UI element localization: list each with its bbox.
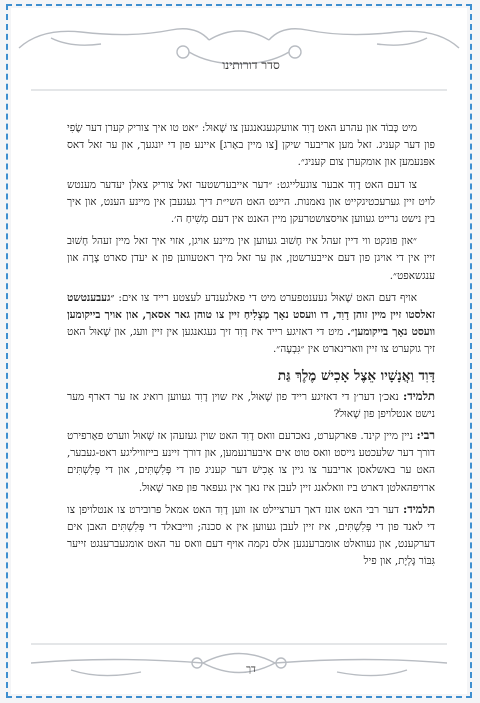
speaker-label: רבי: [416,428,435,443]
book-page [11,8,467,694]
page-body [67,120,435,575]
blessing-quote: ״געבענטשט זאלסטו זיין מיין זוהן דָוִד, דו וועסט נאָך מַצְלִיחַ זיין צו טוהן גאר אסאך, און אויך בייקומען וועסט נאָך בייקומען״. [67,291,435,339]
dialogue-text: ניין מיין קינד. פּארקערט, נאכדעם וואס דָוִד האט שוין געזעהן אז שָׁאוּל ווערט פאַרפירט דורך דער שלעכטע גייסט וואס טוט אים איבערנעמען, און דורך זיינע בייזוויליגע ראט-געבער, האט ער באשלאסן אריבער צו גיין צו אָכִישׁ דער קעניג פון די פְּלִשְׁתִּים, און די פְּלִשְׁתִּים ארויפהאלטן דארט ביז וואלאנג זיין לעבן איז נאך אין געפאר פון פאר שָׁאוּל. [67,430,435,494]
speaker-label: תלמיד: [402,388,435,403]
paragraph: צו דעם האט דָוִד אבער צוגעלייגט: ״דער אייבערשטער זאל צוריק צאלן יעדער מענטש לויט זיין גערעכטיגקייט און נאמנות. היינט האט השי״ת דיך געגעבן אין מיינע הענט, און איך בין נישט גרייט געווען אויסצושטרעקן מיין האנט אין דעם מְשִׁיחַ ה׳. [67,178,435,226]
paragraph-tail: מיט די דאזיגע רייד איז דָוִד זיך געגאנגען אין זיין וועג, און שָׁאוּל האט זיך גוקערט צו זיין ווארינארט אין ״גִּבְעָה״. [67,326,435,356]
page-number: דך [246,664,256,675]
dialogue-text: דער רבי האט אונז דאך דערציילט אז ווען דָוִד האט אמאל פרובירט צו אנטלויפן צו די לאנד פון די פְּלִשְׁתִּים, איז זיין לעבן געווען אין א סכנה; ווייבאלד די פְּלִשְׁתִּים האבן אים דערקענט, און געוואלט אומברענגען אלס נקמה אויף דעם וואס ער האט אומגעברענגט זייער גִּבּוֹר גָּלְיָת, און פיל [67,503,435,568]
dialogue-entry [67,388,435,423]
page-header-title: סדר דורותינו [222,58,280,72]
dialogue-entry [67,501,435,571]
speaker-label: תלמיד: [402,501,435,516]
paragraph: ״און פונקט ווי דיין זעהל איז חָשׁוּב געווען אין מיינע אויגן, אזוי איך זאל מיין זעהל חָשׁוּב זיין אין די אויגן פון דעם אייבערשטן, און ער זאל מיך ראטעווען פון א יעדן סארט צָרָה און ענגשאפט״. [67,235,435,282]
dialogue-entry [67,427,435,497]
paragraph: מיט כָּבוֹד און עהרע האט דָוִד אוועקגעגאנגען צו שָׁאוּל: ״אט טו איך צוריק קערן דער שֶׂפִי פון דער קעניג. זאל מען אריבער שיקן [צו מיין באַרג] איינע פון די יונגעך, און ער זאל דאס אפּנעמען און אומקערן צום קעניג״. [67,122,435,169]
paragraph [67,290,435,359]
dialogue-text: נאכ׳ן דער׳ן די דאזיגע רייד פון שָׁאוּל, איז שוין דָוִד געווען רואיג אז ער דארף מער נישט אנטלויפן פון שָׁאוּל? [67,390,435,420]
paragraph-lead: אויף דעם האט שָׁאוּל געענטפערט מיט די פאלגענדע לעצטע רייד צו אים: [114,291,417,304]
section-heading: דָּוִד וַאֲנָשָׁיו אֵצֶל אָכִישׁ מֶלֶךְ גַּת [277,367,435,384]
